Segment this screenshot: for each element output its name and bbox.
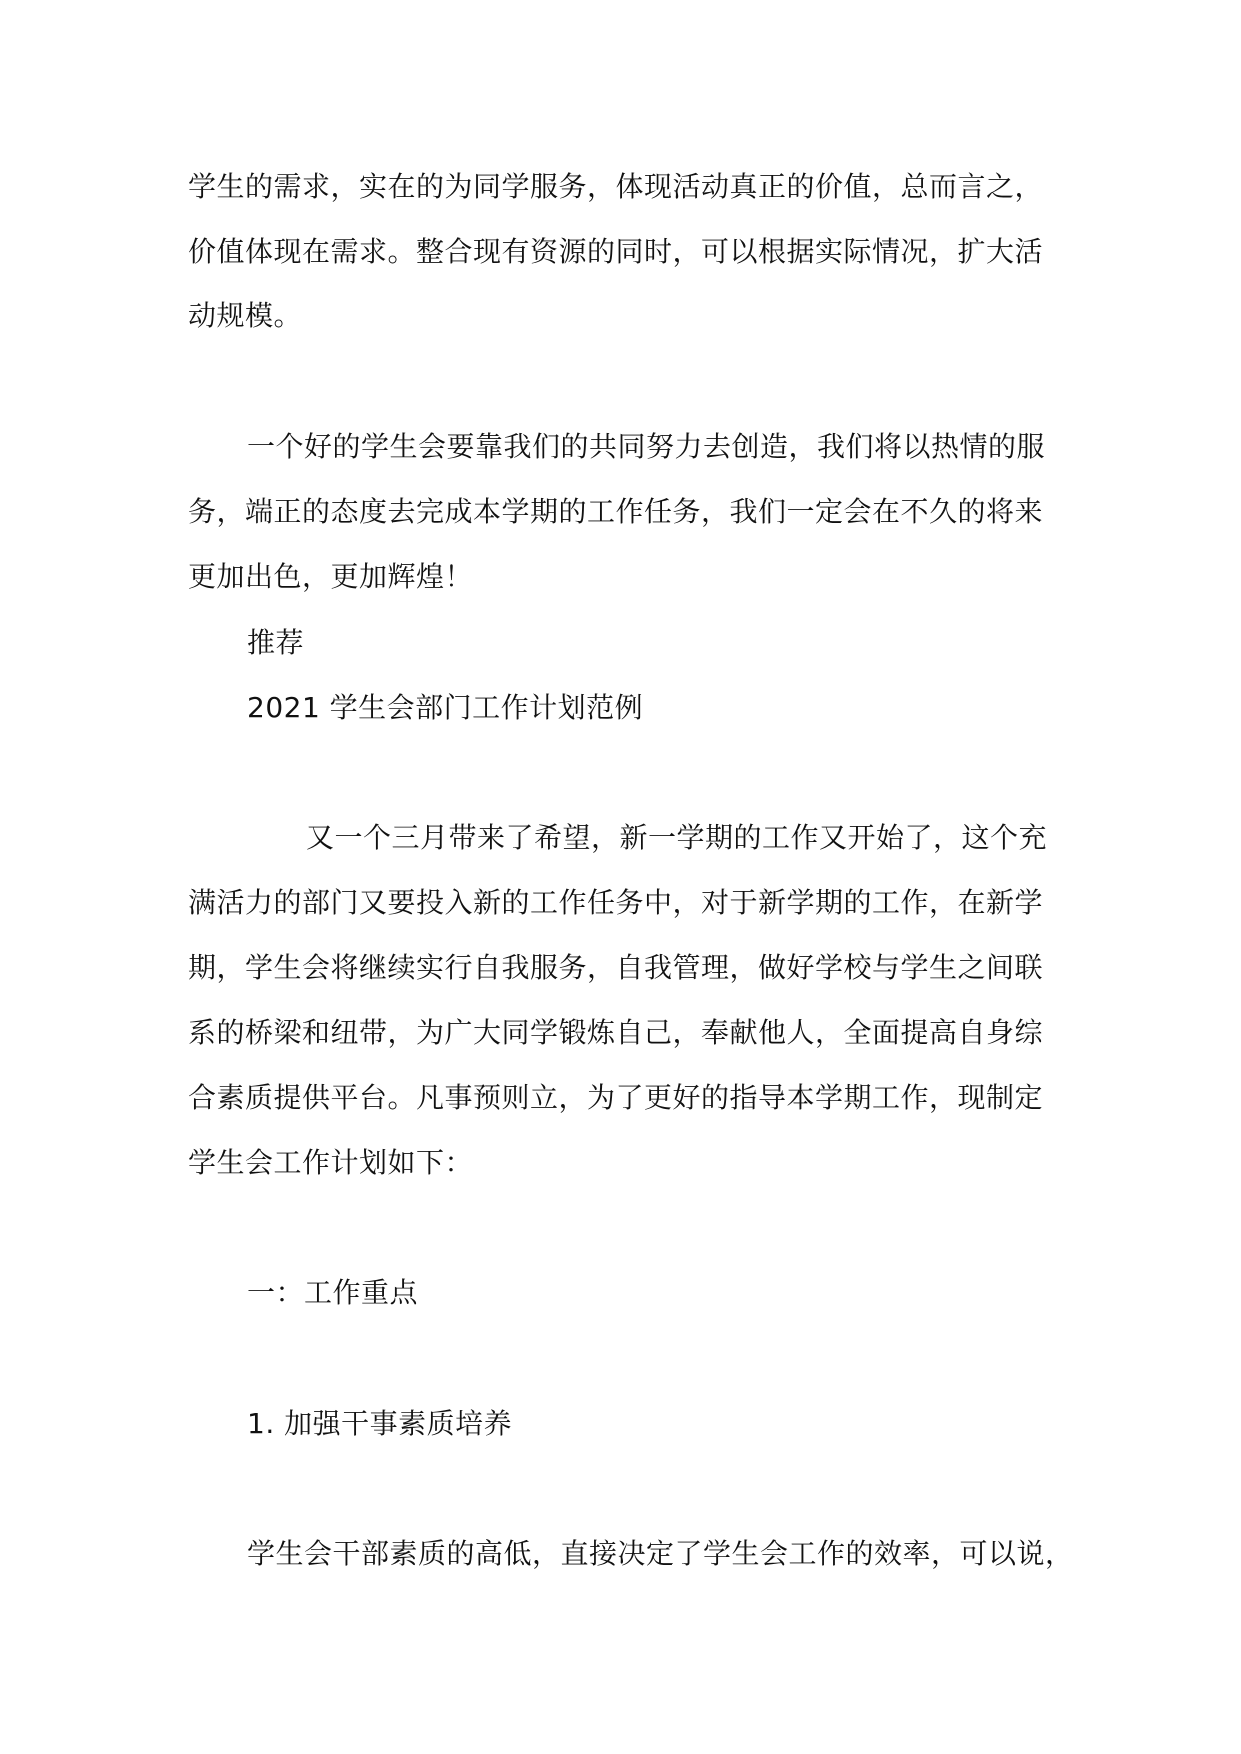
paragraph-line: 学生会干部素质的高低，直接决定了学生会工作的效率，可以说， <box>247 1537 1074 1570</box>
subsection-heading: 1. 加强干事素质培养 <box>247 1407 513 1440</box>
paragraph-line: 价值体现在需求。整合现有资源的同时，可以根据实际情况，扩大活 <box>188 235 1044 268</box>
paragraph-line: 系的桥梁和纽带，为广大同学锻炼自己，奉献他人，全面提高自身综 <box>188 1016 1044 1049</box>
paragraph-line: 又一个三月带来了希望，新一学期的工作又开始了，这个充 <box>306 821 1048 854</box>
recommend-title: 2021 学生会部门工作计划范例 <box>247 691 644 724</box>
paragraph-line: 期，学生会将继续实行自我服务，自我管理，做好学校与学生之间联 <box>188 951 1044 984</box>
paragraph-line: 动规模。 <box>188 299 303 332</box>
paragraph-line: 学生会工作计划如下： <box>188 1146 474 1179</box>
paragraph-line: 务，端正的态度去完成本学期的工作任务，我们一定会在不久的将来 <box>188 495 1044 528</box>
paragraph-line: 更加出色，更加辉煌！ <box>188 560 474 593</box>
section-heading: 一：工作重点 <box>247 1276 419 1309</box>
paragraph-line: 满活力的部门又要投入新的工作任务中，对于新学期的工作，在新学 <box>188 886 1044 919</box>
recommend-label: 推荐 <box>247 626 305 659</box>
paragraph-line: 一个好的学生会要靠我们的共同努力去创造，我们将以热情的服 <box>247 430 1046 463</box>
paragraph-line: 合素质提供平台。凡事预则立，为了更好的指导本学期工作，现制定 <box>188 1081 1044 1114</box>
paragraph-line: 学生的需求，实在的为同学服务，体现活动真正的价值，总而言之， <box>188 170 1044 203</box>
